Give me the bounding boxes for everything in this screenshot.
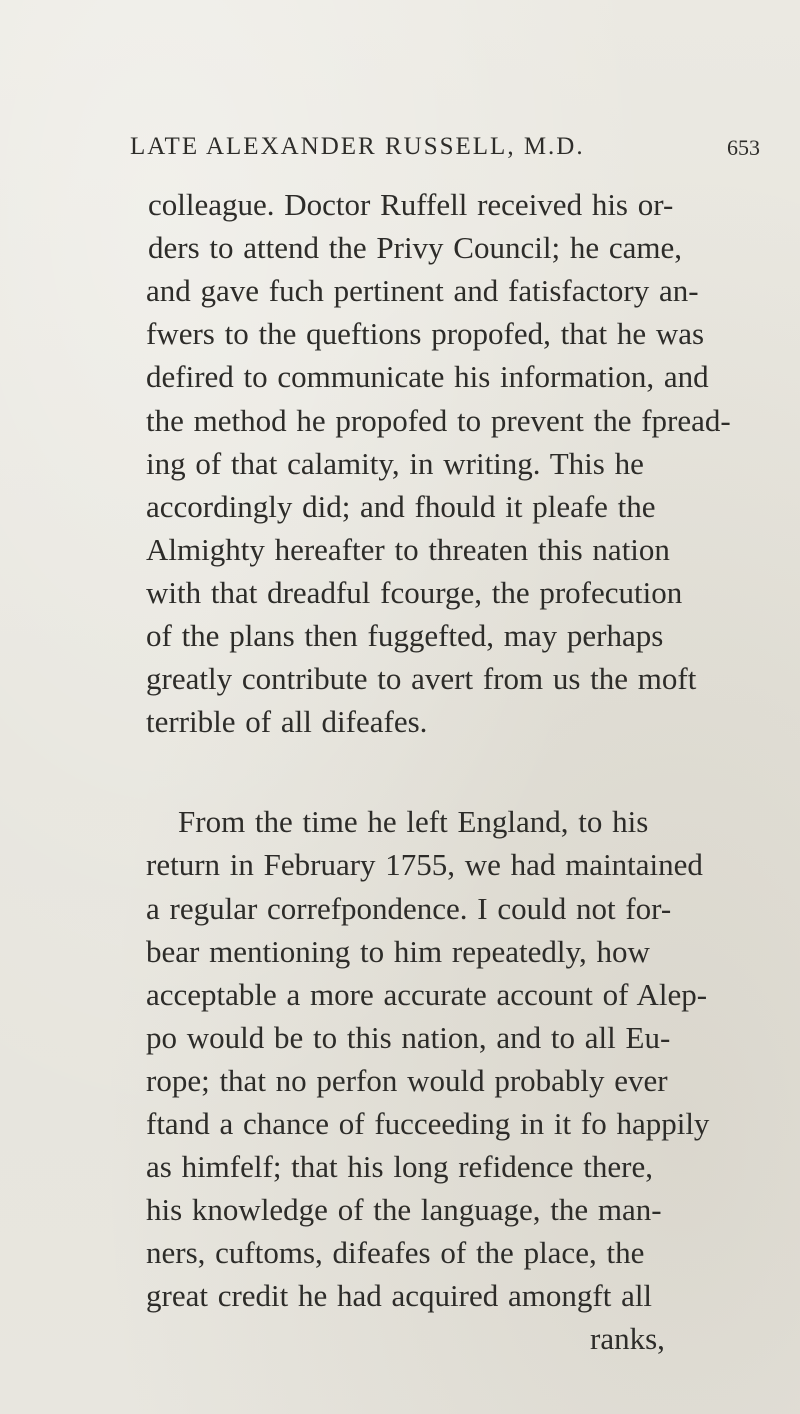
text-line: rope; that no perfon would probably ever bbox=[146, 1063, 668, 1098]
text-line: terrible of all difeafes. bbox=[146, 704, 428, 739]
page-number: 653 bbox=[727, 135, 760, 160]
text-line: colleague. Doctor Ruffell received his or- bbox=[148, 187, 674, 222]
text-line: ders to attend the Privy Council; he came, bbox=[148, 230, 682, 265]
catchword: ranks, bbox=[590, 1321, 665, 1356]
text-line: greatly contribute to avert from us the moft bbox=[146, 661, 697, 696]
text-line: accordingly did; and fhould it pleafe the bbox=[146, 489, 656, 524]
text-line: From the time he left England, to his bbox=[178, 804, 649, 839]
text-line: acceptable a more accurate account of Alep- bbox=[146, 977, 708, 1012]
text-line: the method he propofed to prevent the fpread- bbox=[146, 403, 731, 438]
text-line: fwers to the queftions propofed, that he was bbox=[146, 316, 705, 351]
text-line: ftand a chance of fucceeding in it fo happily bbox=[146, 1106, 710, 1141]
text-line: of the plans then fuggefted, may perhaps bbox=[146, 618, 664, 653]
text-line: as himfelf; that his long refidence there, bbox=[146, 1149, 653, 1184]
text-line: bear mentioning to him repeatedly, how bbox=[146, 934, 650, 969]
text-line: return in February 1755, we had maintained bbox=[146, 847, 703, 882]
running-head bbox=[130, 133, 760, 173]
text-line: great credit he had acquired amongft all bbox=[146, 1278, 653, 1313]
text-line: defired to communicate his information, and bbox=[146, 359, 709, 394]
text-line: Almighty hereafter to threaten this nation bbox=[146, 532, 670, 567]
text-line: and gave fuch pertinent and fatisfactory an- bbox=[146, 273, 699, 308]
text-line: his knowledge of the language, the man- bbox=[146, 1192, 662, 1227]
running-title: LATE ALEXANDER RUSSELL, M.D. bbox=[130, 133, 585, 160]
text-line: with that dreadful fcourge, the profecution bbox=[146, 575, 683, 610]
text-line: a regular correfpondence. I could not for- bbox=[146, 891, 672, 926]
text-line: po would be to this nation, and to all Eu- bbox=[146, 1020, 671, 1055]
text-line: ners, cuftoms, difeafes of the place, the bbox=[146, 1235, 645, 1270]
text-line: ing of that calamity, in writing. This he bbox=[146, 446, 644, 481]
